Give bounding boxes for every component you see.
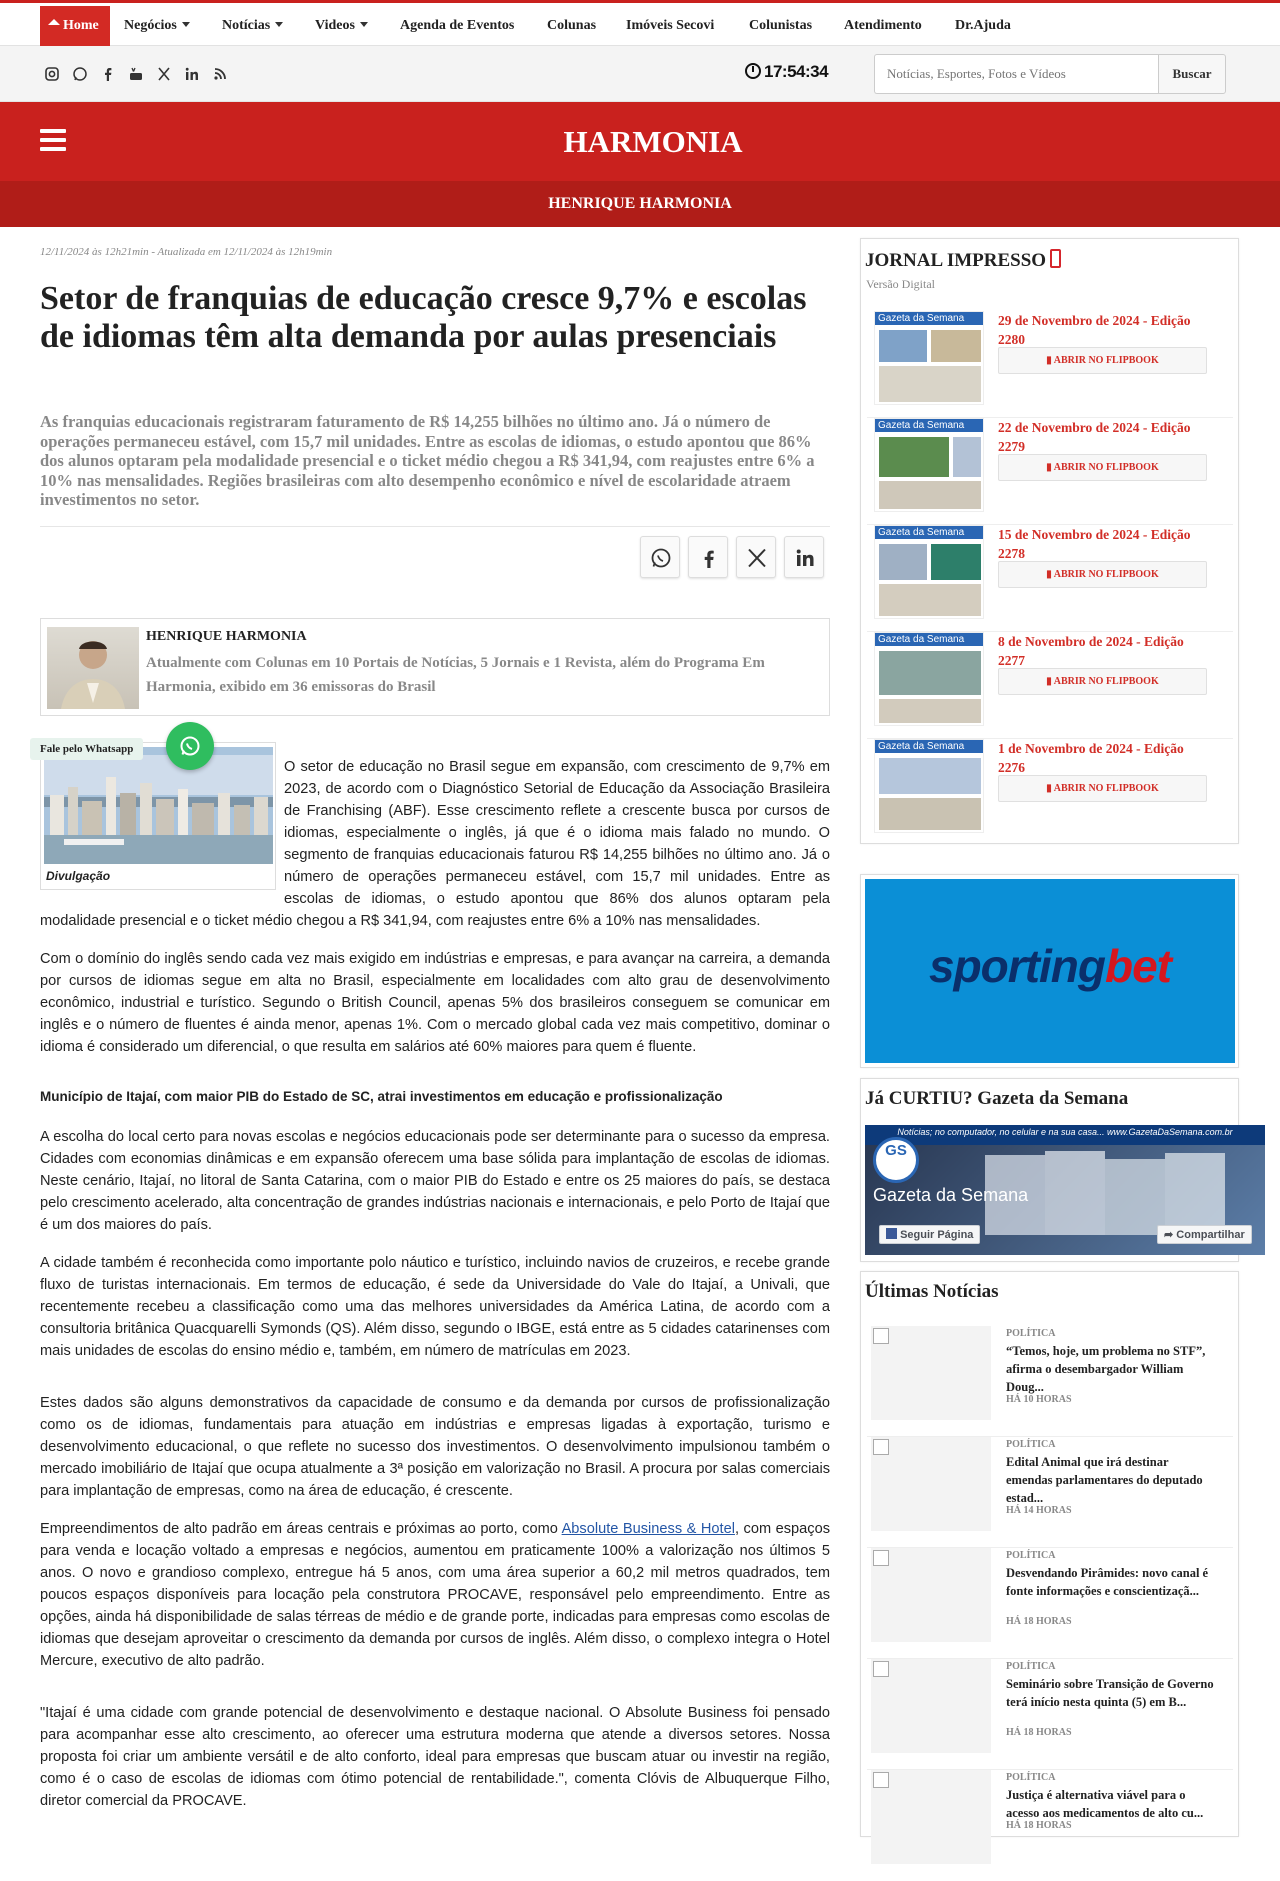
share-linkedin-button[interactable] — [784, 536, 824, 578]
section-title: HENRIQUE HARMONIA — [548, 195, 732, 212]
edition-cover[interactable]: Gazeta da Semana — [874, 632, 984, 726]
figure-caption: Divulgação — [46, 869, 111, 883]
latest-news-title: Últimas Notícias — [865, 1281, 999, 1302]
share-whatsapp-button[interactable] — [640, 536, 680, 578]
paragraph: O setor de educação no Brasil segue em expansão, com crescimento de 9,7% em 2023, de acordo com o Diagnóstico Setorial de Educação da Associação Brasileira de Franchising (ABF). Esse crescimento reflete a crescente busca por cursos de idiomas, especialmente o inglês, já que é o idioma mais falado no mundo. O segmento de franquias educacionais faturou R$ 14,255 bilhões no último ano. Já o número de operações permaneceu estável, com 15,7 mil unidades. Entre as escolas de idiomas, o estudo apontou que 86% dos alunos optaram pela modalidade presencial e o ticket médio chegou a R$ 341,94, com reajustes entre 6% a 10% nas mensalidades. — [40, 759, 830, 929]
news-category: POLÍTICA — [1006, 1661, 1056, 1672]
article-subheading: Município de Itajaí, com maior PIB do Estado de SC, atrai investimentos em educação e profissionalização — [40, 1089, 723, 1104]
linkedin-icon[interactable] — [184, 66, 200, 82]
nav-videos[interactable]: Videos — [315, 6, 368, 46]
nav-home[interactable]: Home — [40, 6, 110, 46]
news-item[interactable] — [867, 1326, 1233, 1437]
latest-news-panel — [860, 1271, 1239, 1837]
news-time: HÁ 18 HORAS — [1006, 1616, 1072, 1627]
news-title[interactable]: Seminário sobre Transição de Governo terá início nesta quinta (5) em B... — [1006, 1677, 1214, 1709]
x-twitter-icon[interactable] — [156, 66, 172, 82]
toolbar — [0, 46, 1280, 102]
news-thumbnail[interactable] — [871, 1770, 991, 1864]
news-category: POLÍTICA — [1006, 1550, 1056, 1561]
news-item[interactable] — [867, 1437, 1233, 1548]
paragraph: Empreendimentos de alto padrão em áreas centrais e próximas ao porto, como Absolute Business & Hotel, com espaços para venda e locação voltado a empresas e negócios, aumentou em praticamente 100% a valorização nos últimos 5 anos. O novo e grandioso complexo, entregue há 5 anos, com uma área superior a 60,2 mil metros quadrados, tem poucos espaços disponíveis para locação pela construtora PROCAVE, responsável pelo empreendimento. Entre as opções, ainda há disponibilidade de salas térreas de médio e de grande porte, indicadas para empresas como escolas de idiomas que desejam aproveitar o crescimento da demanda por cursos de inglês. Além disso, o complexo integra o Hotel Mercure, executivo de alto padrão. — [40, 1521, 830, 1669]
article-subtitle: As franquias educacionais registraram faturamento de R$ 14,255 bilhões no último ano. Já o número de operações permaneceu estável, com 15,7 mil unidades. Entre as escolas de idiomas, o estudo apontou que 86% dos alunos optaram pela modalidade presencial e o ticket médio chegou a R$ 341,94, com reajustes entre 6% a 10% nas mensalidades. Regiões brasileiras com alto desempenho econômico e nível de escolaridade atraem investimentos no setor. — [40, 412, 815, 509]
news-title[interactable]: Edital Animal que irá destinar emendas parlamentares do deputado estad... — [1006, 1455, 1203, 1505]
open-flipbook-button[interactable]: ▮ ABRIR NO FLIPBOOK — [998, 775, 1207, 802]
nav-colunas[interactable]: Colunas — [547, 18, 597, 33]
pdf-file-icon: ▮ — [1046, 355, 1052, 366]
youtube-icon[interactable] — [128, 66, 144, 82]
ad-logo: sportingbet — [929, 940, 1171, 992]
facebook-icon[interactable] — [100, 66, 116, 82]
paragraph: "Itajaí é uma cidade com grande potencial de desenvolvimento e destaque nacional. O Absolute Business foi pensado para acompanhar esse alto crescimento, ao oferecer uma estrutura moderna que atende a diversos setores. Nossa proposta foi criar um ambiente versátil e de alto conforto, ideal para empresas que buscam atuar ou investir na região, como é o caso de escolas de idiomas com ótimo potencial de rentabilidade.", comenta Clóvis de Albuquerque Filho, diretor comercial da PROCAVE. — [40, 1705, 830, 1809]
news-thumbnail[interactable] — [871, 1326, 991, 1420]
edition-cover[interactable]: Gazeta da Semana — [874, 739, 984, 833]
clock-icon — [745, 63, 761, 79]
whatsapp-chat-label[interactable]: Fale pelo Whatsapp — [30, 738, 143, 760]
share-arrow-icon: ➦ — [1164, 1229, 1174, 1241]
article-headline: Setor de franquias de educação cresce 9,7% e escolas de idiomas têm alta demanda por aulas presenciais — [40, 280, 807, 355]
jornal-impresso-subtitle: Versão Digital — [866, 277, 935, 291]
site-title[interactable]: HARMONIA — [563, 124, 743, 159]
open-flipbook-button[interactable]: ▮ ABRIR NO FLIPBOOK — [998, 668, 1207, 695]
author-box — [40, 618, 830, 716]
paragraph: A cidade também é reconhecida como importante polo náutico e turístico, incluindo navios de cruzeiros, e recebe grande fluxo de turistas internacionais. Em termos de educação, é sede da Universidade do Vale do Itajaí, a Univali, que recentemente recebeu a classificação como uma das melhores universidades da América Latina, de acordo com a consultoria britânica Quacquarelli Symonds (QS). Além disso, segundo o IBGE, está entre as 5 cidades catarinenses com mais unidades de escolas do ensino médio e, também, em número de matrículas em 2023. — [40, 1255, 830, 1359]
news-time: HÁ 18 HORAS — [1006, 1820, 1072, 1831]
whatsapp-icon — [650, 547, 672, 569]
facebook-panel-title: Já CURTIU? Gazeta da Semana — [865, 1088, 1129, 1109]
advertisement-panel — [860, 874, 1239, 1068]
share-facebook-button[interactable] — [688, 536, 728, 578]
news-category: POLÍTICA — [1006, 1772, 1056, 1783]
edition-item — [867, 311, 1233, 418]
nav-imoveis[interactable]: Imóveis Secovi — [626, 18, 715, 33]
news-category: POLÍTICA — [1006, 1439, 1056, 1450]
nav-colunistas[interactable]: Colunistas — [749, 18, 813, 33]
sportingbet-ad[interactable] — [865, 879, 1235, 1063]
news-time: HÁ 14 HORAS — [1006, 1505, 1072, 1516]
article-body — [40, 756, 830, 1828]
pdf-file-icon: ▮ — [1046, 676, 1052, 687]
edition-title[interactable]: 1 de Novembro de 2024 - Edição 2276 — [998, 741, 1184, 775]
edition-item — [867, 632, 1233, 739]
clock: 17:54:34 — [745, 62, 828, 82]
rss-icon[interactable] — [212, 66, 228, 82]
facebook-page-widget[interactable] — [865, 1125, 1265, 1255]
fb-page-name[interactable]: Gazeta da Semana — [873, 1185, 1029, 1205]
news-thumbnail[interactable] — [871, 1437, 991, 1531]
caret-down-icon — [275, 22, 283, 27]
home-icon — [48, 19, 60, 25]
nav-negocios[interactable]: Negócios — [124, 6, 190, 46]
pdf-file-icon: ▮ — [1046, 783, 1052, 794]
fb-share-button[interactable]: ➦ Compartilhar — [1157, 1225, 1252, 1244]
facebook-icon — [886, 1228, 897, 1239]
news-title[interactable]: Justiça é alternativa viável para o acesso aos medicamentos de alto cu... — [1006, 1788, 1204, 1820]
news-category: POLÍTICA — [1006, 1328, 1056, 1339]
news-item[interactable] — [867, 1659, 1233, 1770]
edition-title[interactable]: 29 de Novembro de 2024 - Edição 2280 — [998, 313, 1191, 347]
edition-title[interactable]: 8 de Novembro de 2024 - Edição 2277 — [998, 634, 1184, 668]
news-item[interactable] — [867, 1770, 1233, 1881]
instagram-icon[interactable] — [44, 66, 60, 82]
article-date: 12/11/2024 às 12h21min - Atualizada em 12/11/2024 às 12h19min — [40, 246, 333, 258]
gazeta-logo: GS — [873, 1137, 919, 1183]
pdf-file-icon: ▮ — [1046, 569, 1052, 580]
news-title[interactable]: Desvendando Pirâmides: novo canal é fonte informações e conscientizaçã... — [1006, 1566, 1209, 1598]
absolute-business-link[interactable]: Absolute Business & Hotel — [561, 1521, 735, 1537]
whatsapp-icon[interactable] — [72, 66, 88, 82]
news-thumbnail[interactable] — [871, 1659, 991, 1753]
nav-drajuda[interactable]: Dr.Ajuda — [955, 18, 1011, 33]
jornal-impresso-title: JORNAL IMPRESSO — [865, 249, 1061, 272]
fb-cover-banner: Notícias; no computador, no celular e na sua casa... www.GazetaDaSemana.com.br — [865, 1125, 1265, 1145]
edition-title[interactable]: 15 de Novembro de 2024 - Edição 2278 — [998, 527, 1191, 561]
paragraph: Com o domínio do inglês sendo cada vez mais exigido em indústrias e empresas, e para avançar na carreira, a demanda por cursos de idiomas segue em alta no Brasil, especialmente em localidades com alto grau de desenvolvimento econômico, industrial e turístico. Segundo o British Council, apenas 5% dos brasileiros conseguem se comunicar em inglês e o número de fluentes é ainda menor, apenas 1%. Com o mercado global cada vez mais competitivo, dominar o idioma é considerado um diferencial, o que resulta em salários até 60% maiores para quem é fluente. — [40, 951, 830, 1055]
share-x-button[interactable] — [736, 536, 776, 578]
author-avatar[interactable] — [47, 627, 139, 709]
author-name[interactable]: HENRIQUE HARMONIA — [146, 629, 307, 644]
edition-cover[interactable]: Gazeta da Semana — [874, 418, 984, 512]
news-thumbnail[interactable] — [871, 1548, 991, 1642]
facebook-icon — [698, 547, 720, 569]
edition-item — [867, 739, 1233, 846]
open-flipbook-button[interactable]: ▮ ABRIR NO FLIPBOOK — [998, 347, 1207, 374]
edition-cover[interactable]: Gazeta da Semana — [874, 311, 984, 405]
paragraph: A escolha do local certo para novas escolas e negócios educacionais pode ser determinante para o sucesso da empresa. Cidades com economias dinâmicas e em expansão oferecem uma base sólida para implantação de escolas de idiomas. Neste cenário, Itajaí, no litoral de Santa Catarina, com o maior PIB do Estado e entre os 25 maiores do país, se destaca pelo crescimento acelerado, alta concentração de grandes indústrias nacionais e internacionais, e pelo Porto de Itajaí que é um dos maiores do país. — [40, 1129, 830, 1233]
fb-follow-button[interactable]: Seguir Página — [879, 1225, 980, 1244]
author-bio: Atualmente com Colunas em 10 Portais de Notícias, 5 Jornais e 1 Revista, além do Programa Em Harmonia, exibido em 36 emissoras do Brasil — [146, 655, 765, 695]
open-flipbook-button[interactable]: ▮ ABRIR NO FLIPBOOK — [998, 561, 1207, 588]
edition-title[interactable]: 22 de Novembro de 2024 - Edição 2279 — [998, 420, 1191, 454]
section-header — [0, 181, 1280, 227]
search-input[interactable] — [874, 54, 1158, 94]
jornal-impresso-panel — [860, 238, 1239, 844]
linkedin-icon — [794, 547, 816, 569]
paragraph: Estes dados são alguns demonstrativos da capacidade de consumo e da demanda por cursos de profissionalização como os de idiomas, fundamentais para atuação em indústrias e empresas ligadas à exportação, turismo e desenvolvimento educacional, o que reflete no sucesso dos investimentos. O desenvolvimento impulsionou também o mercado imobiliário de Itajaí que ocupa atualmente a 3ª posição em valorização no Brasil. A procura por salas comerciais para implantação de empresas, como na área de educação, é crescente. — [40, 1395, 830, 1499]
caret-down-icon — [360, 22, 368, 27]
edition-item — [867, 525, 1233, 632]
whatsapp-icon — [179, 735, 201, 757]
edition-cover[interactable]: Gazeta da Semana — [874, 525, 984, 619]
news-time: HÁ 10 HORAS — [1006, 1394, 1072, 1405]
open-flipbook-button[interactable]: ▮ ABRIR NO FLIPBOOK — [998, 454, 1207, 481]
site-header — [0, 102, 1280, 181]
news-title[interactable]: “Temos, hoje, um problema no STF”, afirma o desembargador William Doug... — [1006, 1344, 1206, 1394]
top-navigation — [0, 0, 1280, 46]
mobile-phone-icon — [1050, 249, 1061, 268]
edition-item — [867, 418, 1233, 525]
news-item[interactable] — [867, 1548, 1233, 1659]
nav-agenda[interactable]: Agenda de Eventos — [400, 18, 515, 33]
search-button[interactable]: Buscar — [1158, 54, 1226, 94]
x-twitter-icon — [746, 547, 768, 569]
facebook-panel — [860, 1078, 1245, 1262]
caret-down-icon — [182, 22, 190, 27]
divider — [40, 526, 830, 527]
nav-noticias[interactable]: Notícias — [222, 6, 283, 46]
news-time: HÁ 18 HORAS — [1006, 1727, 1072, 1738]
pdf-file-icon: ▮ — [1046, 462, 1052, 473]
nav-atendimento[interactable]: Atendimento — [844, 18, 922, 33]
